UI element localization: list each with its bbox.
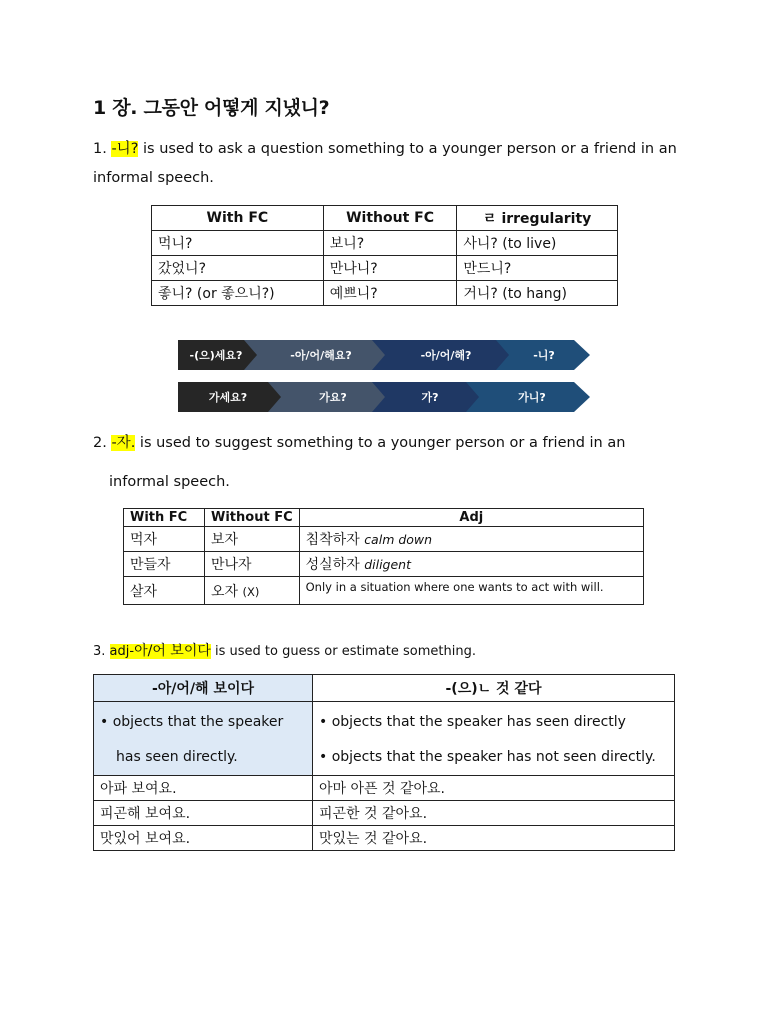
table-cell: 만나자 [205,552,300,577]
comparison-table [93,674,675,851]
conjugation-table-ja [123,508,644,605]
table-cell: 만들자 [124,552,205,577]
cell-word: 오자 [211,583,239,600]
chevron-label: -니? [533,349,555,362]
cell-note: (X) [242,584,260,599]
table-cell [299,527,643,552]
table-header: Without FC [323,206,457,231]
cell-note: calm down [364,532,433,547]
table-cell: 사니? (to live) [457,231,618,256]
section3-pattern: 아/어 보이다 [134,643,211,659]
table-row [124,577,644,605]
cell-word: 침착하자 [305,532,360,548]
table-cell: 보자 [205,527,300,552]
section2-line2: informal speech. [109,474,230,490]
chevron-label: -아/어/해요? [290,349,352,362]
section1-line2: informal speech. [93,170,214,186]
table-cell: 갔었니? [152,256,324,281]
section3-highlight [110,644,211,659]
table-cell [299,552,643,577]
table-cell [205,577,300,605]
table-header-row [94,675,675,702]
cell-note: diligent [364,557,411,572]
table-cell [313,702,675,776]
table-header: With FC [152,206,324,231]
chevron-label: -(으)세요? [189,349,243,362]
table-row [94,702,675,776]
table-cell: 아파 보여요. [94,776,313,801]
table-cell: 맛있는 것 같아요. [313,826,675,851]
section1-number: 1. [93,141,107,157]
table-cell: Only in a situation where one wants to act with will. [299,577,643,605]
bullet-text: has seen directly. [116,749,238,765]
table-cell: 좋니? (or 좋으니?) [152,281,324,306]
table-header: Without FC [205,509,300,527]
table-cell [94,702,313,776]
section3-text: is used to guess or estimate something. [210,644,476,659]
section2-highlight: -자. [111,435,136,451]
bullet-text: • objects that the speaker [100,714,284,730]
table-cell: 아마 아픈 것 같아요. [313,776,675,801]
chevron-label: 가세요? [208,391,248,404]
section1-text: is used to ask a question something to a younger person or a friend in an [138,141,677,157]
speech-level-chevrons [178,339,590,414]
table-cell: 피곤해 보여요. [94,801,313,826]
section3-prefix: adj- [109,644,135,659]
table-header: -(으)ㄴ 것 같다 [313,675,675,702]
table-cell: 거니? (to hang) [457,281,618,306]
table-header: ㄹ irregularity [457,206,618,231]
cell-word: 성실하자 [305,557,360,573]
section1-line1 [93,142,677,157]
section2-line1 [93,436,625,451]
table-cell: 살자 [124,577,205,605]
section3-number: 3. [93,644,106,659]
chevron-label: 가요? [319,391,347,404]
page-title: 1 장. 그동안 어떻게 지냈니? [93,97,330,119]
chevron-label: 가? [421,391,439,404]
table-row [94,776,675,801]
table-row [152,281,618,306]
table-cell: 먹니? [152,231,324,256]
table-row [94,801,675,826]
chevron-label: -아/어/해? [420,349,472,362]
table-row [152,256,618,281]
table-cell: 보니? [323,231,457,256]
table-header: -아/어/해 보이다 [94,675,313,702]
table-row [94,826,675,851]
conjugation-table-ni [151,205,618,306]
table-cell: 맛있어 보여요. [94,826,313,851]
table-cell: 먹자 [124,527,205,552]
table-header-row [124,509,644,527]
table-row [124,527,644,552]
table-header: Adj [299,509,643,527]
table-cell: 예쁘니? [323,281,457,306]
bullet-text: • objects that the speaker has not seen directly. [319,749,656,765]
table-row [124,552,644,577]
section3-line [93,640,476,660]
table-cell: 만드니? [457,256,618,281]
section1-highlight: -니? [111,141,139,157]
bullet-text: • objects that the speaker has seen directly [319,714,626,730]
table-row [152,231,618,256]
section2-number: 2. [93,435,107,451]
table-header: With FC [124,509,205,527]
table-cell: 피곤한 것 같아요. [313,801,675,826]
table-header-row [152,206,618,231]
table-cell: 만나니? [323,256,457,281]
chevron-label: 가니? [518,391,546,404]
section2-text: is used to suggest something to a younger person or a friend in an [135,435,626,451]
